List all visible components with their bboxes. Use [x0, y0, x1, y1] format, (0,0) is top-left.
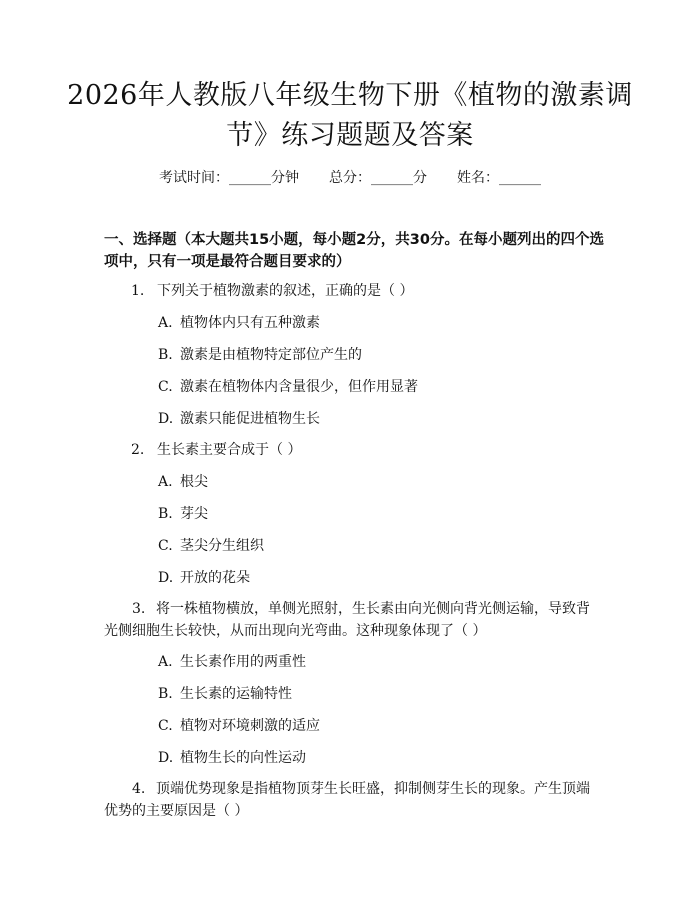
option-letter: A.	[158, 315, 173, 331]
option-letter: C.	[158, 718, 173, 734]
total-score-field: 总分：______分	[329, 170, 427, 186]
question-text: 顶端优势现象是指植物顶芽生长旺盛，抑制侧芽生长的现象。产生顶端优势的主要原因是（ ）	[104, 781, 590, 819]
option-text: 茎尖分生组织	[180, 538, 264, 554]
option-1a	[158, 313, 320, 333]
option-text: 激素只能促进植物生长	[180, 411, 320, 427]
option-1c	[158, 377, 418, 397]
question-number: 1.	[131, 283, 145, 299]
option-3b	[158, 684, 292, 704]
question-number: 4.	[132, 781, 146, 797]
option-3c	[158, 716, 320, 736]
option-1d	[158, 409, 320, 429]
option-text: 生长素的运输特性	[180, 686, 292, 702]
question-2	[131, 440, 301, 460]
option-text: 植物生长的向性运动	[180, 750, 306, 766]
option-letter: B.	[158, 506, 173, 522]
option-letter: D.	[158, 411, 174, 427]
option-2d	[158, 568, 250, 588]
question-number: 2.	[131, 442, 145, 458]
name-field: 姓名：______	[457, 170, 541, 186]
question-text: 下列关于植物激素的叙述，正确的是（ ）	[157, 283, 414, 299]
option-text: 激素是由植物特定部位产生的	[180, 347, 362, 363]
option-letter: A.	[158, 474, 173, 490]
question-text: 将一株植物横放，单侧光照射，生长素由向光侧向背光侧运输，导致背光侧细胞生长较快，从而出现向光弯曲。这种现象体现了（ ）	[104, 601, 590, 639]
question-number: 3.	[132, 601, 146, 617]
option-letter: C.	[158, 379, 173, 395]
option-1b	[158, 345, 362, 365]
option-letter: D.	[158, 750, 174, 766]
option-letter: A.	[158, 654, 173, 670]
option-text: 开放的花朵	[180, 570, 250, 586]
option-text: 激素在植物体内含量很少，但作用显著	[180, 379, 418, 395]
question-3	[104, 598, 596, 642]
option-letter: C.	[158, 538, 173, 554]
option-2b	[158, 504, 208, 524]
question-1	[131, 281, 413, 301]
option-text: 芽尖	[180, 506, 208, 522]
option-letter: B.	[158, 347, 173, 363]
option-text: 植物对环境刺激的适应	[180, 718, 320, 734]
option-text: 生长素作用的两重性	[180, 654, 306, 670]
option-text: 植物体内只有五种激素	[180, 315, 320, 331]
question-4	[104, 778, 596, 822]
exam-info	[0, 168, 700, 188]
option-letter: B.	[158, 686, 173, 702]
document-title: 2026年人教版八年级生物下册《植物的激素调节》练习题题及答案	[67, 80, 633, 151]
option-letter: D.	[158, 570, 174, 586]
option-3d	[158, 748, 306, 768]
exam-time-field: 考试时间：______分钟	[159, 170, 299, 186]
option-2c	[158, 536, 264, 556]
option-text: 根尖	[180, 474, 208, 490]
section-heading: 一、选择题（本大题共15小题，每小题2分，共30分。在每小题列出的四个选项中，只有一项是最符合题目要求的）	[104, 232, 604, 270]
question-text: 生长素主要合成于（ ）	[157, 442, 302, 458]
option-3a	[158, 652, 306, 672]
option-2a	[158, 472, 208, 492]
